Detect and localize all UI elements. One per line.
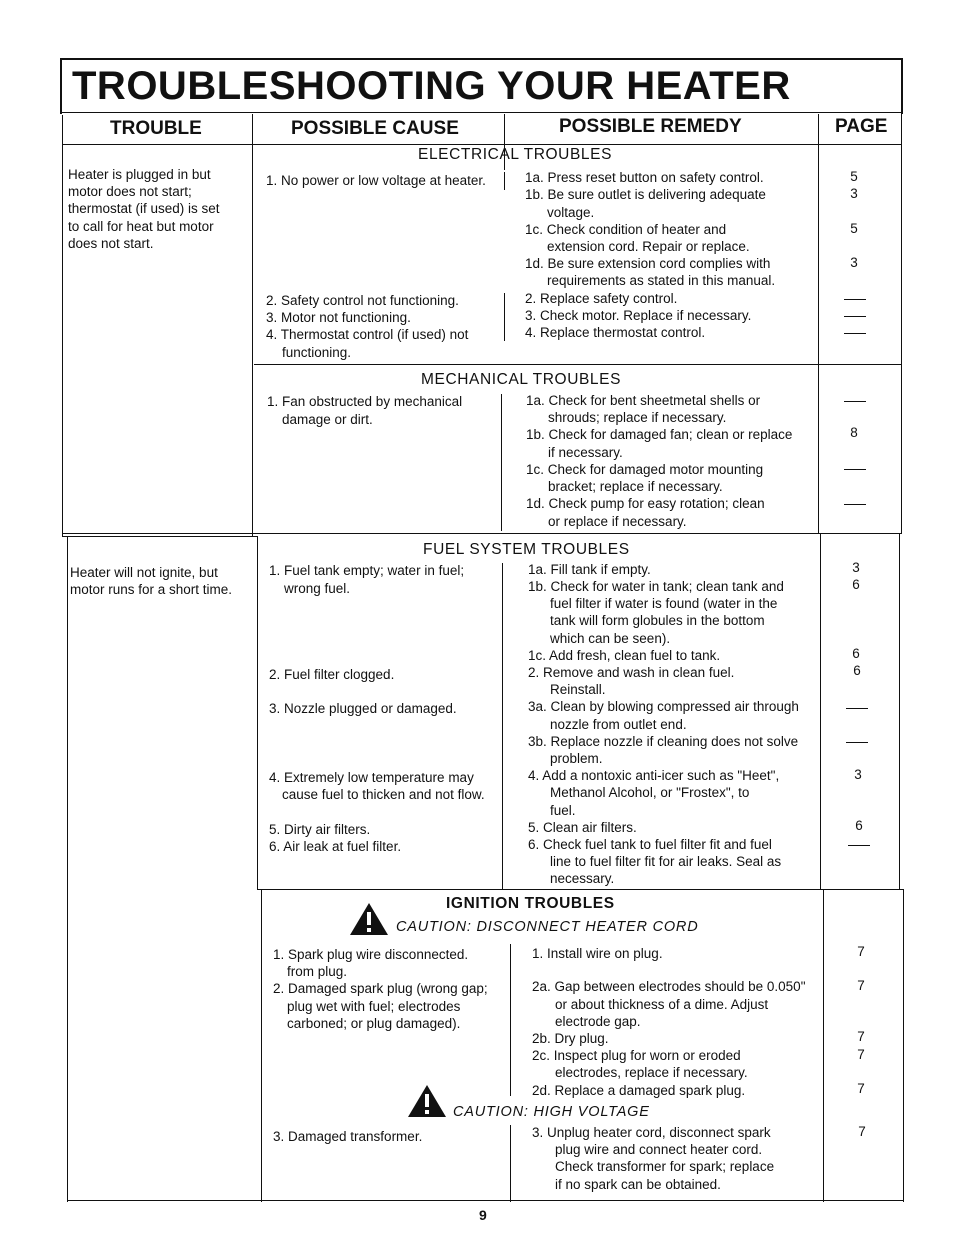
page-ref: 3 <box>852 560 860 575</box>
trouble-description: Heater will not ignite, but <box>70 565 218 580</box>
remedy-item: line to fuel filter fit for air leaks. Seal as <box>550 854 782 869</box>
remedy-item: 4. Add a nontoxic anti-icer such as "Heet", <box>528 768 780 783</box>
cause-item: 1. No power or low voltage at heater. <box>266 173 486 188</box>
remedy-item: 1c. Check for damaged motor mounting <box>526 462 764 477</box>
page-dash <box>846 708 868 709</box>
cause-item: cause fuel to thicken and not flow. <box>282 787 485 802</box>
remedy-item: 3b. Replace nozzle if cleaning does not solve <box>528 734 799 749</box>
warning-icon <box>407 1084 447 1118</box>
remedy-item: 1b. Be sure outlet is delivering adequate <box>525 187 766 202</box>
cause-item: 4. Thermostat control (if used) not <box>266 327 469 342</box>
cause-item: wrong fuel. <box>284 581 351 596</box>
page-ref: 7 <box>857 1081 865 1096</box>
remedy-item: which can be seen). <box>550 631 671 646</box>
page-ref: 7 <box>857 1029 865 1044</box>
page-dash <box>844 469 866 470</box>
col-line-page <box>818 114 819 533</box>
remedy-item: 1a. Press reset button on safety control. <box>525 170 764 185</box>
cause-item: functioning. <box>282 345 352 360</box>
remedy-item: or about thickness of a dime. Adjust <box>555 997 769 1012</box>
remedy-item: 1d. Check pump for easy rotation; clean <box>526 496 765 511</box>
cause-item: 1. Spark plug wire disconnected. <box>273 947 469 962</box>
col-line-right-3 <box>903 889 904 1202</box>
remedy-item: requirements as stated in this manual. <box>547 273 776 288</box>
remedy-item: 1b. Check for water in tank; clean tank and <box>528 579 784 594</box>
header-page: PAGE <box>835 116 888 137</box>
remedy-item: extension cord. Repair or replace. <box>547 239 750 254</box>
title-underline <box>60 112 903 113</box>
page-title: TROUBLESHOOTING YOUR HEATER <box>72 64 791 108</box>
trouble-description: motor does not start; <box>68 184 192 199</box>
cause-item: 2. Safety control not functioning. <box>266 293 459 308</box>
caution-disconnect-cord: CAUTION: DISCONNECT HEATER CORD <box>396 919 699 935</box>
frame-top <box>60 58 903 60</box>
header-bottom <box>62 144 902 145</box>
remedy-item: fuel. <box>550 803 576 818</box>
page-dash <box>848 845 870 846</box>
cause-item: 3. Nozzle plugged or damaged. <box>269 701 457 716</box>
remedy-item: electrodes, replace if necessary. <box>555 1065 748 1080</box>
remedy-item: problem. <box>550 751 603 766</box>
cause-item: 6. Air leak at fuel filter. <box>269 839 402 854</box>
page-ref: 3 <box>850 186 858 201</box>
page-dash <box>844 504 866 505</box>
frame-left <box>60 58 62 114</box>
remedy-item: if necessary. <box>548 445 623 460</box>
page-dash <box>844 333 866 334</box>
col-line-left-2 <box>67 536 68 1202</box>
remedy-item: 2d. Replace a damaged spark plug. <box>532 1083 746 1098</box>
trouble-description: to call for heat but motor <box>68 219 214 234</box>
cause-item: damage or dirt. <box>282 412 373 427</box>
remedy-item: or replace if necessary. <box>548 514 687 529</box>
trouble-description: Heater is plugged in but <box>68 167 211 182</box>
cause-item: 2. Fuel filter clogged. <box>269 667 395 682</box>
page-dash <box>844 401 866 402</box>
remedy-item: 3a. Clean by blowing compressed air through <box>528 699 799 714</box>
cause-item: 1. Fan obstructed by mechanical <box>267 394 463 409</box>
remedy-item: 3. Check motor. Replace if necessary. <box>525 308 752 323</box>
remedy-item: 1c. Check condition of heater and <box>525 222 727 237</box>
page-dash <box>846 742 868 743</box>
remedy-item: 2. Replace safety control. <box>525 291 678 306</box>
header-trouble: TROUBLE <box>110 118 202 139</box>
trouble-description: does not start. <box>68 236 154 251</box>
col-line-cause-remedy-ign2 <box>510 1125 511 1202</box>
page-ref: 3 <box>850 255 858 270</box>
page-ref: 7 <box>858 1124 866 1139</box>
trouble-row-divider <box>62 533 902 534</box>
remedy-item: bracket; replace if necessary. <box>548 479 723 494</box>
page-ref: 5 <box>850 221 858 236</box>
page-ref: 6 <box>852 577 860 592</box>
remedy-item: 1d. Be sure extension cord complies with <box>525 256 771 271</box>
remedy-item: shrouds; replace if necessary. <box>548 410 727 425</box>
warning-icon <box>349 902 389 936</box>
remedy-item: 5. Clean air filters. <box>528 820 637 835</box>
cause-item: 2. Damaged spark plug (wrong gap; <box>273 981 488 996</box>
cause-item: 4. Extremely low temperature may <box>269 770 474 785</box>
page-ref: 7 <box>857 978 865 993</box>
page-dash <box>844 299 866 300</box>
col-line-cause-remedy-ign1 <box>510 944 511 1096</box>
remedy-item: nozzle from outlet end. <box>550 717 687 732</box>
page-ref: 5 <box>850 169 858 184</box>
section-electrical-troubles: ELECTRICAL TROUBLES <box>418 146 613 163</box>
remedy-item: Check transformer for spark; replace <box>555 1159 775 1174</box>
section-mechanical-troubles: MECHANICAL TROUBLES <box>421 371 622 388</box>
col-line-cause-remedy-fuel <box>502 563 503 890</box>
header-possible-remedy: POSSIBLE REMEDY <box>559 116 742 137</box>
section-ignition-troubles: IGNITION TROUBLES <box>446 895 615 912</box>
col-line-right <box>901 144 902 533</box>
cause-item: 3. Motor not functioning. <box>266 310 411 325</box>
header-right-border <box>901 114 902 146</box>
page-ref: 8 <box>850 425 858 440</box>
page-ref: 6 <box>852 646 860 661</box>
page-number: 9 <box>479 1207 487 1223</box>
col-line-page-3 <box>823 889 824 1202</box>
remedy-item: 1a. Fill tank if empty. <box>528 562 651 577</box>
page-ref: 7 <box>857 944 865 959</box>
remedy-item: 1a. Check for bent sheetmetal shells or <box>526 393 761 408</box>
col-line-right-2 <box>899 533 900 890</box>
remedy-item: 6. Check fuel tank to fuel filter fit and fuel <box>528 837 772 852</box>
remedy-item: 2b. Dry plug. <box>532 1031 609 1046</box>
col-line-trouble-3 <box>261 889 262 1202</box>
cause-item: plug wet with fuel; electrodes <box>287 999 461 1014</box>
elec-mech-divider <box>254 364 902 365</box>
remedy-item: 2c. Inspect plug for worn or eroded <box>532 1048 741 1063</box>
remedy-item: Methanol Alcohol, or "Frostex", to <box>550 785 750 800</box>
cause-item: carboned; or plug damaged). <box>287 1016 461 1031</box>
col-line-cause-remedy-elec1 <box>504 172 505 190</box>
trouble-description: motor runs for a short time. <box>70 582 233 597</box>
table-bottom <box>67 1200 904 1201</box>
col-line-cause-remedy-elec2 <box>504 293 505 341</box>
remedy-item: fuel filter if water is found (water in the <box>550 596 778 611</box>
remedy-item: 4. Replace thermostat control. <box>525 325 706 340</box>
remedy-item: if no spark can be obtained. <box>555 1177 721 1192</box>
remedy-item: plug wire and connect heater cord. <box>555 1142 763 1157</box>
cause-item: 3. Damaged transformer. <box>273 1129 423 1144</box>
col-line-trouble <box>252 114 253 537</box>
frame-right-top <box>901 58 903 114</box>
col-line-trouble-2 <box>257 536 258 890</box>
remedy-item: voltage. <box>547 205 595 220</box>
remedy-item: 2. Remove and wash in clean fuel. <box>528 665 735 680</box>
page-ref: 6 <box>855 818 863 833</box>
remedy-item: Reinstall. <box>550 682 606 697</box>
trouble-description: thermostat (if used) is set <box>68 201 220 216</box>
col-line-left <box>62 144 63 536</box>
cause-item: from plug. <box>287 964 348 979</box>
header-left-border <box>62 115 63 145</box>
remedy-item: 3. Unplug heater cord, disconnect spark <box>532 1125 771 1140</box>
remedy-item: necessary. <box>550 871 615 886</box>
caution-high-voltage: CAUTION: HIGH VOLTAGE <box>453 1104 650 1120</box>
remedy-item: 1. Install wire on plug. <box>532 946 663 961</box>
remedy-item: 2a. Gap between electrodes should be 0.050" <box>532 979 806 994</box>
remedy-item: tank will form globules in the bottom <box>550 613 765 628</box>
col-line-cause-remedy-mech <box>501 394 502 531</box>
remedy-item: 1c. Add fresh, clean fuel to tank. <box>528 648 721 663</box>
trouble-row-divider-2 <box>62 536 258 537</box>
remedy-item: electrode gap. <box>555 1014 641 1029</box>
page-ref: 7 <box>857 1047 865 1062</box>
header-possible-cause: POSSIBLE CAUSE <box>291 118 459 139</box>
fuel-ign-divider <box>258 889 904 890</box>
page-ref: 6 <box>853 663 861 678</box>
remedy-item: 1b. Check for damaged fan; clean or replace <box>526 427 793 442</box>
col-line-page-2 <box>820 533 821 890</box>
section-fuel-system-troubles: FUEL SYSTEM TROUBLES <box>423 541 630 558</box>
cause-item: 5. Dirty air filters. <box>269 822 371 837</box>
page-ref: 3 <box>854 767 862 782</box>
cause-item: 1. Fuel tank empty; water in fuel; <box>269 563 465 578</box>
page-dash <box>844 316 866 317</box>
